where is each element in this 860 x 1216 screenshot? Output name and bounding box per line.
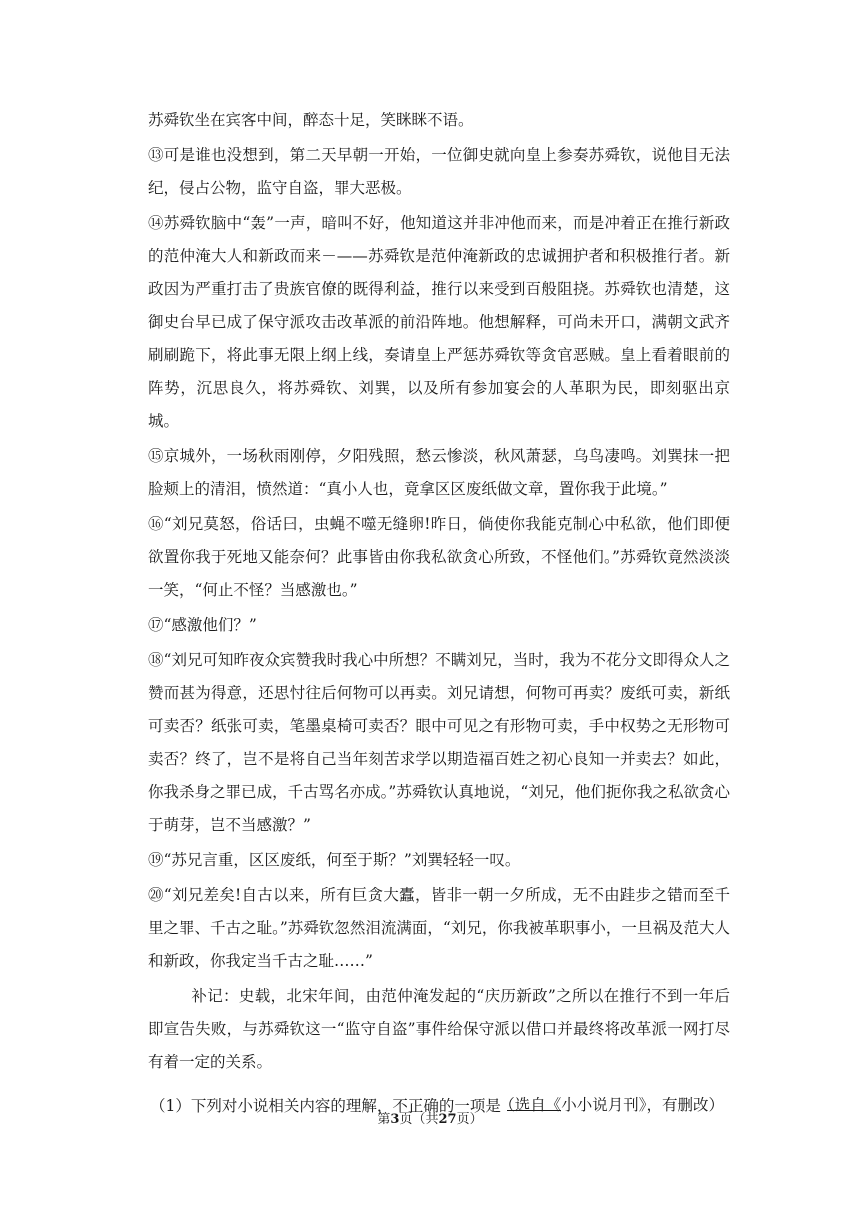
paragraph: ⑱“刘兄可知昨夜众宾赞我时我心中所想？不瞒刘兄，当时，我为不花分文即得众人之赞而甚为得意，还思忖往后何物可以再卖。刘兄请想，何物可再卖？废纸可卖，新纸可卖否？纸张可卖，笔墨桌椅可卖否？眼中可见之有形物可卖，手中权势之无形物可卖否？终了，岂不是将自己当年刻苦求学以期造福百姓之初心良知一并卖去？如此，你我杀身之罪已成，千古骂名亦成。”苏舜钦认真地说，“刘兄，他们扼你我之私欲贪心于萌芽，岂不当感激？”	[148, 651, 730, 834]
paragraph: ⑲“苏兄言重，区区废纸，何至于斯？”刘巽轻轻一叹。	[148, 851, 521, 869]
question-text: （1）下列对小说相关内容的理解，不正确的一项是	[150, 1097, 501, 1115]
postscript-paragraph: 补记：史载，北宋年间，由范仲淹发起的“庆历新政”之所以在推行不到一年后即宣告失败，与苏舜钦这一“监守自盗”事件给保守派以借口并最终将改革派一网打尽有着一定的关系。	[148, 987, 730, 1071]
page-total: 27	[438, 1112, 457, 1127]
paragraph: ⑯“刘兄莫怒，俗话曰，虫蝇不噬无缝卵!昨日，倘使你我能克制心中私欲，他们即便欲置你我于死地又能奈何？此事皆由你我私欲贪心所致，不怪他们。”苏舜钦竟然淡淡一笑，“何止不怪？当感激也。”	[148, 515, 730, 599]
page-number: 3	[390, 1112, 400, 1127]
paragraph: 苏舜钦坐在宾客中间，醉态十足，笑眯眯不语。	[148, 111, 474, 129]
footer-middle: 页（共	[399, 1112, 439, 1127]
paragraph: ⑮京城外，一场秋雨刚停，夕阳残照，愁云惨淡，秋风萧瑟，乌鸟凄鸣。刘巽抹一把脸颊上的清泪，愤然道：“真小人也，竟拿区区废纸做文章，置你我于此境。”	[148, 447, 730, 498]
source-citation: （选自《小小说月刊》，有删改）	[499, 1096, 724, 1114]
paragraph: ⑬可是谁也没想到，第二天早朝一开始，一位御史就向皇上参奏苏舜钦，说他目无法纪，侵占公物，监守自盗，罪大恶极。	[148, 146, 730, 197]
paragraph: ⑳“刘兄差矣!自古以来，所有巨贪大蠹，皆非一朝一夕所成，无不由跬步之错而至千里之罪、千古之耻。”苏舜钦忽然泪流满面，“刘兄，你我被革职事小，一旦祸及范大人和新政，你我定当千古之耻……”	[148, 886, 730, 970]
answer-blank[interactable]	[507, 1092, 561, 1111]
paragraph: ⑭苏舜钦脑中“轰”一声，暗叫不好，他知道这并非冲他而来，而是冲着正在推行新政的范仲淹大人和新政而来－——苏舜钦是范仲淹新政的忠诚拥护者和积极推行者。新政因为严重打击了贵族官僚的既得利益，推行以来受到百般阻挠。苏舜钦也清楚，这御史台早已成了保守派攻击改革派的前沿阵地。他想解释，可尚未开口，满朝文武齐刷刷跪下，将此事无限上纲上线，奏请皇上严惩苏舜钦等贪官恶贼。皇上看着眼前的阵势，沉思良久，将苏舜钦、刘巽，以及所有参加宴会的人革职为民，即刻驱出京城。	[148, 214, 730, 430]
footer-suffix: 页）	[456, 1112, 483, 1127]
footer-prefix: 第	[377, 1112, 391, 1127]
paragraph: ⑰“感激他们？”	[148, 616, 257, 634]
article-body	[148, 104, 730, 1124]
page-footer	[0, 1111, 860, 1129]
